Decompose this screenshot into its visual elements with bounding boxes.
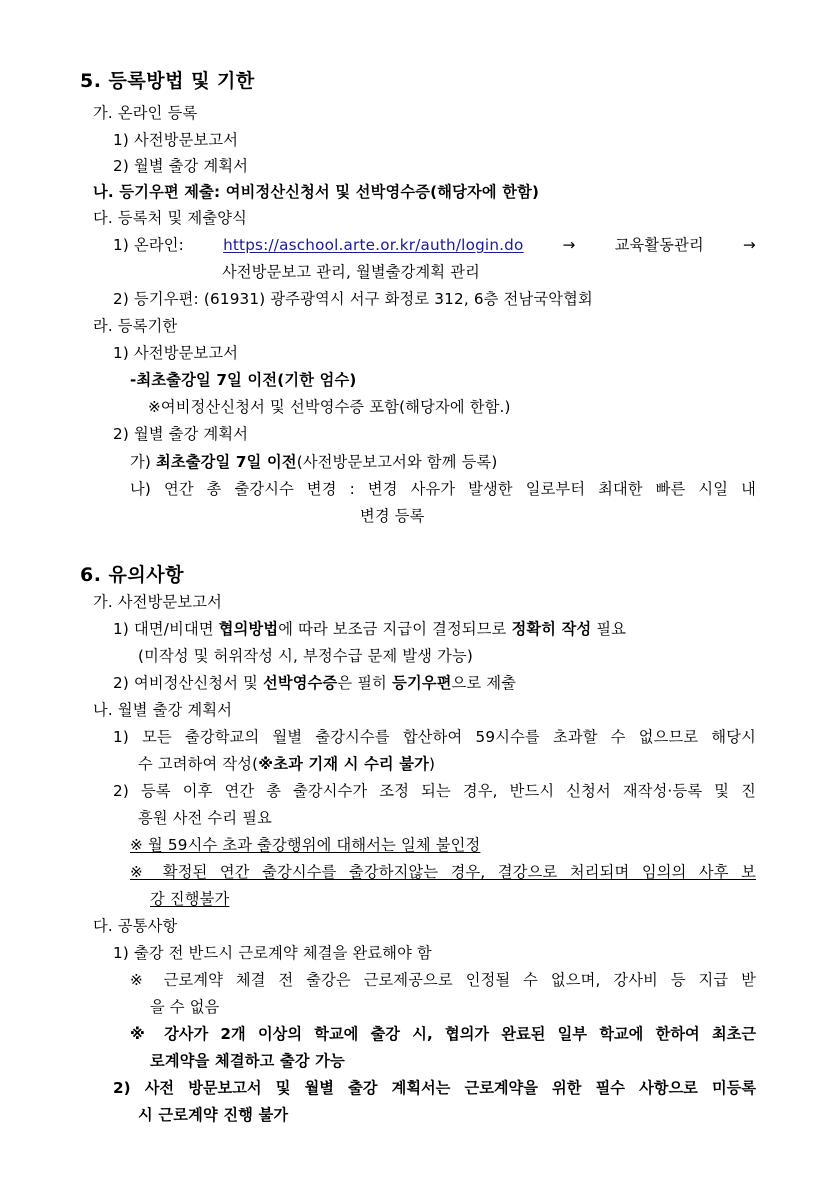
section-5-title: 5. 등록방법 및 기한: [80, 70, 255, 92]
a2-bold: 등기우편: [392, 674, 452, 692]
b1-text: 수 고려하여 작성(: [138, 755, 259, 773]
section-6-title: 6. 유의사항: [80, 564, 184, 586]
s6-item-c1-note1-line1: ※ 근로계약 체결 전 출강은 근로제공으로 인정될 수 없으며, 강사비 등 지급 받: [130, 971, 756, 989]
s6-item-c2-line2: 시 근로계약 진행 불가: [138, 1106, 289, 1124]
d2a-rest: (사전방문보고서와 함께 등록): [296, 453, 498, 471]
s6-item-b1-line2: [138, 753, 435, 775]
s5-item-d2b-line1: 나) 연간 총 출강시수 변경 : 변경 사유가 발생한 일로부터 최대한 빠른 시일 내: [130, 480, 756, 498]
s6-item-b2-line2: 흥원 사전 수리 필요: [138, 809, 273, 827]
a1-text: 필요: [591, 620, 627, 638]
s5-item-a2: 2) 월별 출강 계획서: [113, 157, 249, 175]
s5-item-b: 나. 등기우편 제출: 여비정산신청서 및 선박영수증(해당자에 한함): [93, 183, 540, 201]
a1-text: 에 따라 보조금 지급이 결정되므로: [278, 620, 512, 638]
s6-item-c: 다. 공통사항: [93, 917, 178, 935]
s6-item-b1-line1: 1) 모든 출강학교의 월별 출강시수를 합산하여 59시수를 초과할 수 없으므로 해당시: [113, 728, 756, 746]
s5-item-a: 가. 온라인 등록: [93, 104, 198, 122]
s6-item-b2-line1: 2) 등록 이후 연간 총 출강시수가 조정 되는 경우, 반드시 신청서 재작성·등록 및 진: [113, 782, 756, 800]
arrow-right-icon: →: [743, 236, 756, 254]
s6-item-b2-note1: ※ 월 59시수 초과 출강행위에 대해서는 일체 불인정: [130, 836, 481, 854]
a1-text: 1) 대면/비대면: [113, 620, 219, 638]
a2-text: 은 필히: [337, 674, 393, 692]
s6-item-c1-note2-line2: 로계약을 체결하고 출강 가능: [150, 1052, 345, 1070]
d2a-prefix: 가): [130, 453, 151, 471]
s6-item-a2: [113, 672, 516, 694]
d2a-bold: 최초출강일 7일 이전: [156, 453, 297, 471]
s6-item-a: 가. 사전방문보고서: [93, 593, 223, 611]
s5-item-a1: 1) 사전방문보고서: [113, 131, 239, 149]
s6-item-a1: [113, 618, 626, 640]
s5-item-d1-deadline: -최초출강일 7일 이전(기한 엄수): [130, 371, 357, 389]
s6-item-b2-note2-line1: ※ 확정된 연간 출강시수를 출강하지않는 경우, 결강으로 처리되며 임의의 사후 보: [130, 863, 756, 881]
s6-item-a1-line2: (미작성 및 허위작성 시, 부정수급 문제 발생 가능): [138, 647, 474, 665]
s5-item-c1-line2: 사전방문보고 관리, 월별출강계획 관리: [222, 263, 481, 281]
c1-menu: 교육활동관리: [614, 236, 704, 254]
s6-item-c1-note1-line2: 을 수 없음: [150, 998, 220, 1016]
s5-item-d2b-line2: 변경 등록: [360, 507, 425, 525]
s6-item-b2-note2-line2: 강 진행불가: [150, 890, 230, 908]
a2-text: 2) 여비정산신청서 및: [113, 674, 264, 692]
s5-item-c2: 2) 등기우편: (61931) 광주광역시 서구 화정로 312, 6층 전남국악협회: [113, 290, 593, 308]
a2-bold: 선박영수증: [263, 674, 338, 692]
s6-item-c1-note2-line1: ※ 강사가 2개 이상의 학교에 출강 시, 협의가 완료된 일부 학교에 한하여 최초근: [130, 1025, 756, 1043]
s5-item-d2: 2) 월별 출강 계획서: [113, 425, 249, 443]
s5-item-c: 다. 등록처 및 제출양식: [93, 209, 247, 227]
s5-item-c1: [113, 234, 756, 256]
login-url-link[interactable]: https://aschool.arte.or.kr/auth/login.do: [223, 236, 524, 254]
a1-bold: 협의방법: [218, 620, 279, 638]
b1-bold: ※초과 기재 시 수리 불가: [258, 755, 430, 773]
b1-text: ): [429, 755, 436, 773]
s5-item-d1: 1) 사전방문보고서: [113, 344, 239, 362]
s6-item-c2-line1: 2) 사전 방문보고서 및 월별 출강 계획서는 근로계약을 위한 필수 사항으로 미등록: [113, 1079, 756, 1097]
a1-bold: 정확히 작성: [511, 620, 592, 638]
a2-text: 으로 제출: [451, 674, 517, 692]
s5-item-d2a: [130, 451, 498, 473]
s6-item-c1: 1) 출강 전 반드시 근로계약 체결을 완료해야 함: [113, 944, 432, 962]
s5-item-d1-note: ※여비정산신청서 및 선박영수증 포함(해당자에 한함.): [148, 398, 511, 416]
arrow-right-icon: →: [562, 236, 576, 254]
c1-prefix: 1) 온라인:: [113, 236, 184, 254]
s5-item-d: 라. 등록기한: [93, 317, 178, 335]
s6-item-b: 나. 월별 출강 계획서: [93, 701, 233, 719]
